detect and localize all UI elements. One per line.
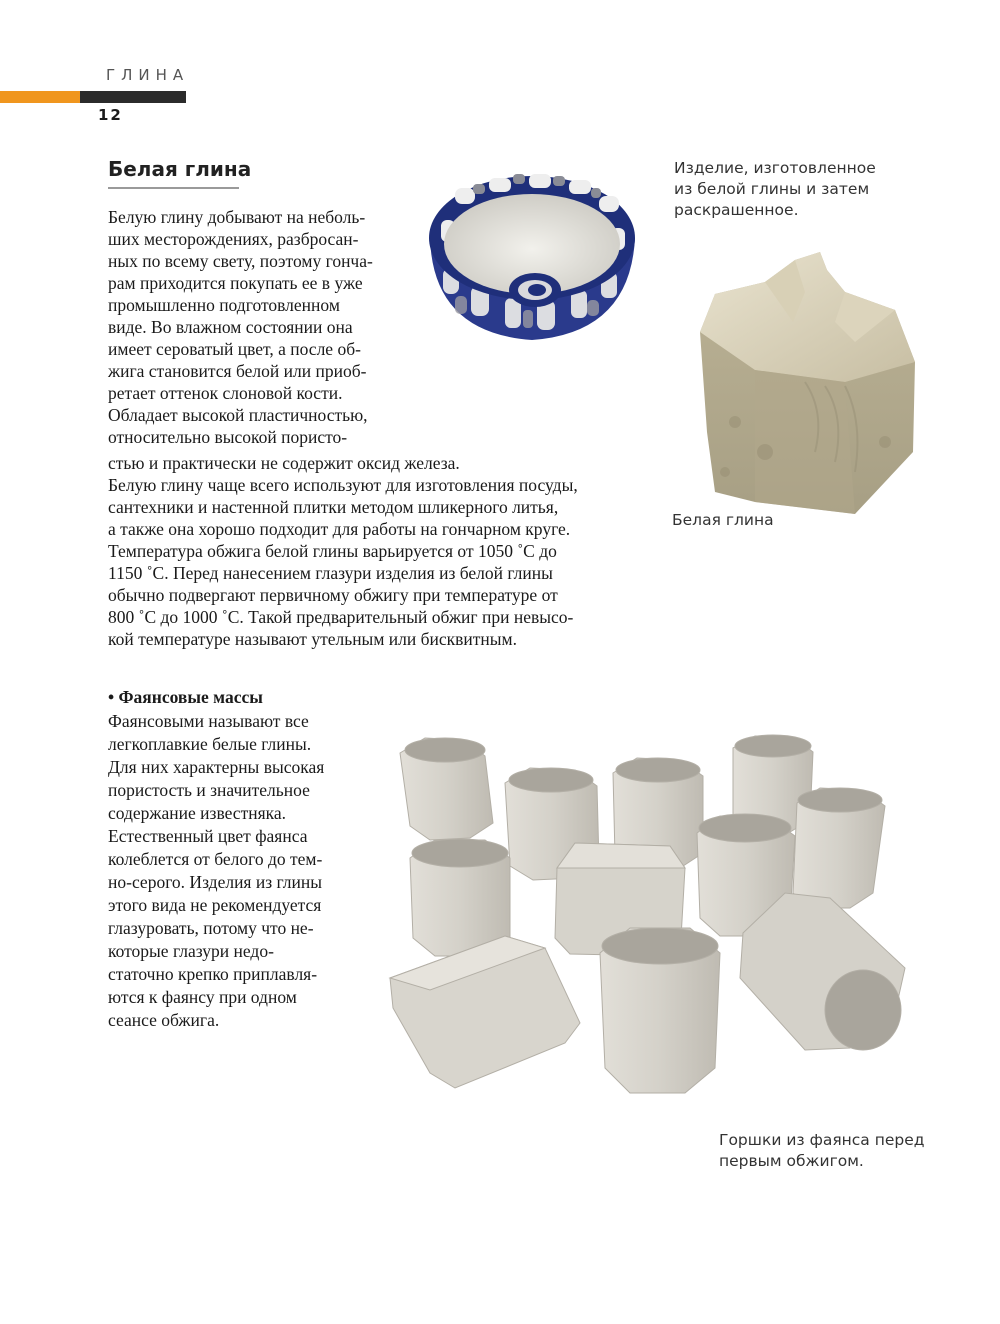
text-line: содержание известняка. bbox=[108, 803, 287, 823]
section-title-underline bbox=[108, 187, 239, 189]
text-line: рам приходится покупать ее в уже bbox=[108, 273, 363, 293]
running-title: ГЛИНА bbox=[106, 66, 190, 84]
text-line: Белую глину добывают на неболь- bbox=[108, 207, 366, 227]
text-line: ших месторождениях, разбросан- bbox=[108, 229, 359, 249]
text-line: сантехники и настенной плитки методом шликерного литья, bbox=[108, 497, 559, 517]
text-line: ретает оттенок слоновой кости. bbox=[108, 383, 343, 403]
faience-pots-image bbox=[385, 728, 915, 1123]
caption-line: раскрашенное. bbox=[674, 201, 799, 219]
text-line: промышленно подготовленном bbox=[108, 295, 340, 315]
text-line: Температура обжига белой глины варьируется от 1050 ˚С до bbox=[108, 541, 557, 561]
text-line: которые глазури недо- bbox=[108, 941, 274, 961]
text-line: относительно высокой пористо- bbox=[108, 427, 348, 447]
pots-caption bbox=[719, 1130, 924, 1172]
header-accent-bar bbox=[0, 91, 80, 103]
painted-bowl-image bbox=[425, 168, 640, 348]
text-line: а также она хорошо подходит для работы на гончарном круге. bbox=[108, 519, 571, 539]
text-line: стью и практически не содержит оксид железа. bbox=[108, 453, 460, 473]
text-line: Естественный цвет фаянса bbox=[108, 826, 308, 846]
text-line: кой температуре называют утельным или бисквитным. bbox=[108, 629, 517, 649]
text-line: глазуровать, потому что не- bbox=[108, 918, 314, 938]
text-line: Для них характерны высокая bbox=[108, 757, 325, 777]
subsection-title: Фаянсовые массы bbox=[118, 687, 263, 707]
clay-block-caption: Белая глина bbox=[672, 511, 774, 529]
bullet: • bbox=[108, 687, 115, 707]
caption-line: Изделие, изготовленное bbox=[674, 159, 876, 177]
section-title: Белая глина bbox=[108, 157, 252, 181]
caption-line: из белой глины и затем bbox=[674, 180, 870, 198]
text-line: но-серого. Изделия из глины bbox=[108, 872, 323, 892]
text-line: виде. Во влажном состоянии она bbox=[108, 317, 353, 337]
text-line: статочно крепко приплавля- bbox=[108, 964, 318, 984]
text-line: 1150 ˚С. Перед нанесением глазури изделия из белой глины bbox=[108, 563, 553, 583]
text-line: сеансе обжига. bbox=[108, 1010, 220, 1030]
text-line: ются к фаянсу при одном bbox=[108, 987, 297, 1007]
caption-line: Горшки из фаянса перед bbox=[719, 1131, 925, 1149]
header-dark-bar bbox=[80, 91, 186, 103]
page-number: 12 bbox=[98, 106, 123, 124]
text-line: имеет сероватый цвет, а после об- bbox=[108, 339, 361, 359]
text-line: колеблется от белого до тем- bbox=[108, 849, 323, 869]
subsection-heading bbox=[108, 687, 263, 708]
text-line: Белую глину чаще всего используют для изготовления посуды, bbox=[108, 475, 578, 495]
caption-line: первым обжигом. bbox=[719, 1152, 864, 1170]
text-line: обычно подвергают первичному обжигу при температуре от bbox=[108, 585, 558, 605]
text-line: легкоплавкие белые глины. bbox=[108, 734, 312, 754]
text-line: 800 ˚С до 1000 ˚С. Такой предварительный обжиг при невысо- bbox=[108, 607, 574, 627]
pot bbox=[400, 738, 493, 840]
text-line: пористость и значительное bbox=[108, 780, 310, 800]
text-line: Фаянсовыми называют все bbox=[108, 711, 309, 731]
text-line: этого вида не рекомендуется bbox=[108, 895, 322, 915]
text-line: Обладает высокой пластичностью, bbox=[108, 405, 368, 425]
text-line: ных по всему свету, поэтому гонча- bbox=[108, 251, 373, 271]
white-clay-block-image bbox=[695, 252, 925, 520]
bowl-caption bbox=[674, 158, 876, 221]
text-line: жига становится белой или приоб- bbox=[108, 361, 367, 381]
